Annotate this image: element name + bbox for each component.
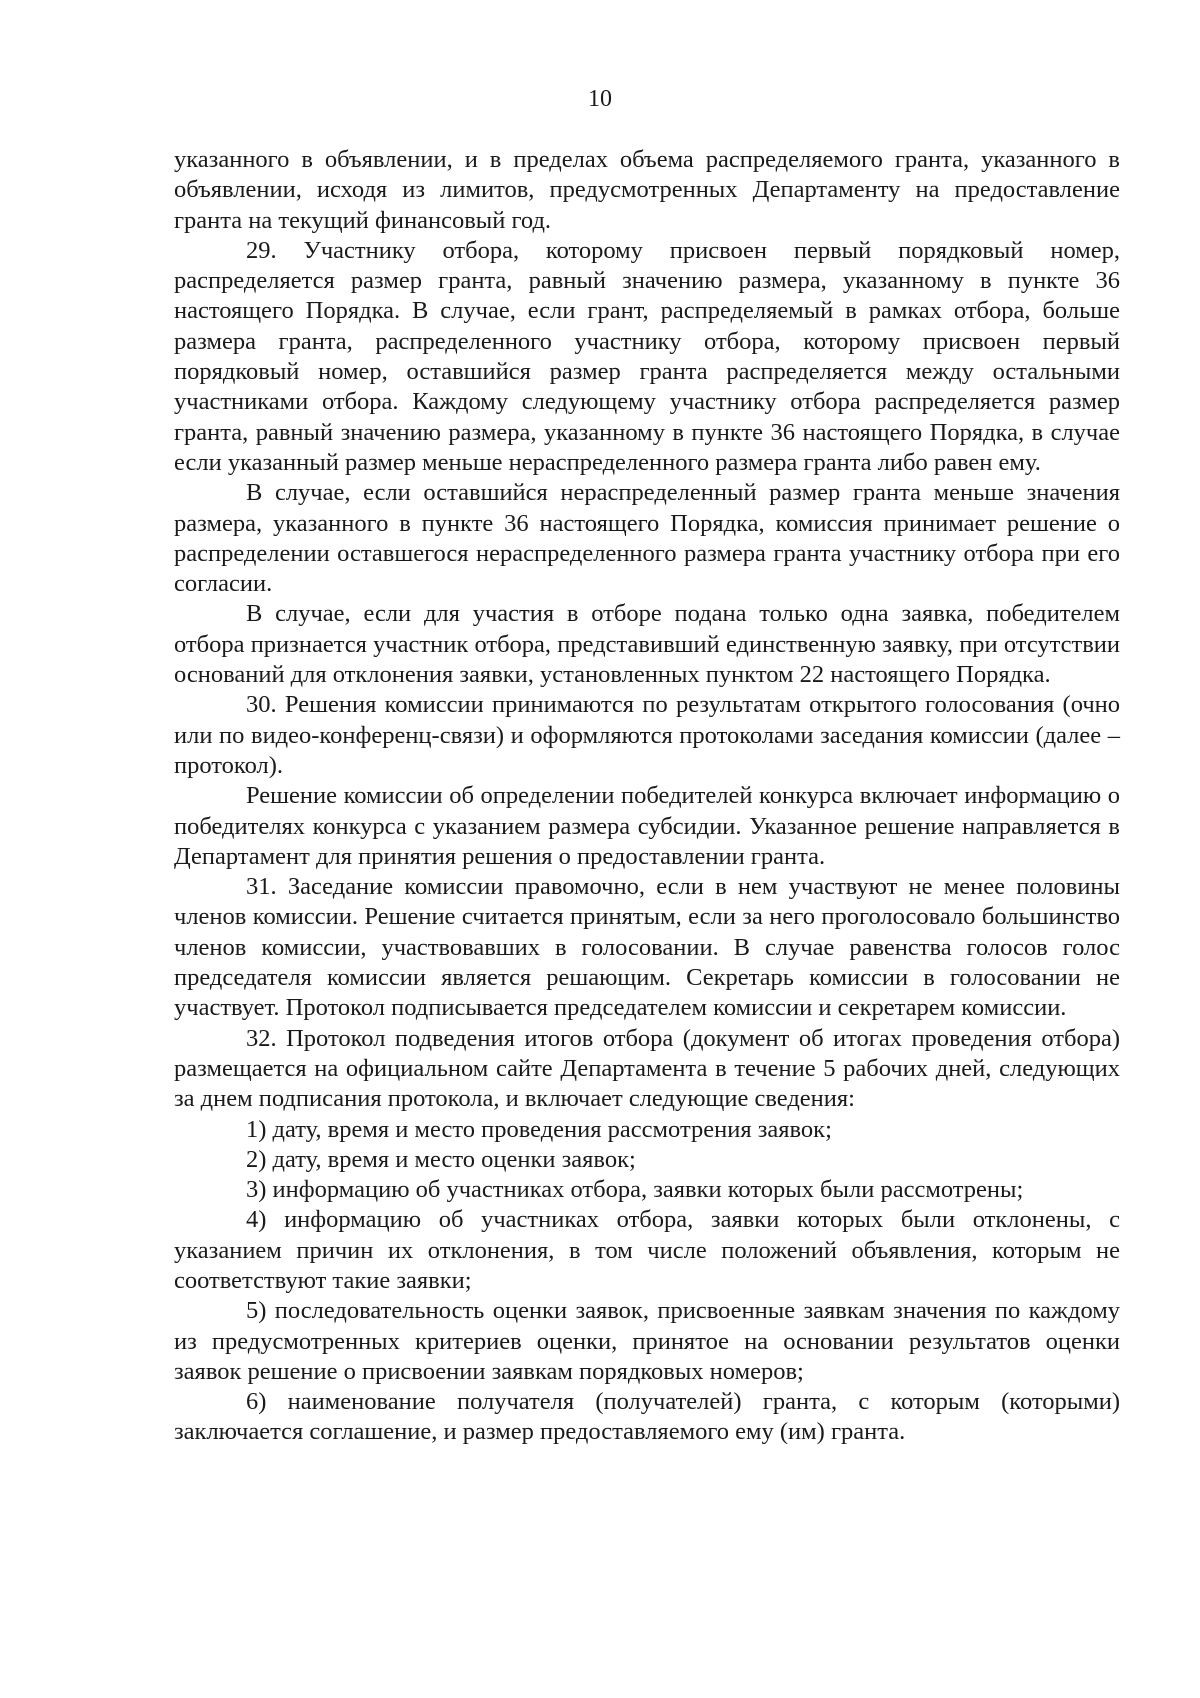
paragraph-continuation: указанного в объявлении, и в пределах объема распределяемого гранта, указанного в объявлении, исходя из лимитов, предусмотренных Департаменту на предоставление гранта на текущий финансовый год. bbox=[174, 146, 1120, 234]
paragraph-item-32: 32. Протокол подведения итогов отбора (документ об итогах проведения отбора) размещается на официальном сайте Департамента в течение 5 рабочих дней, следующих за днем подписания протокола, и включает следующие сведения: bbox=[174, 1024, 1120, 1113]
list-item: 6) наименование получателя (получателей) гранта, с которым (которыми) заключается соглашение, и размер предоставляемого ему (им) гранта. bbox=[174, 1388, 1120, 1446]
paragraph: В случае, если для участия в отборе подана только одна заявка, победителем отбора признается участник отбора, представивший единственную заявку, при отсутствии оснований для отклонения заявки, установленных пунктом 22 настоящего Порядка. bbox=[174, 600, 1120, 689]
paragraph-item-30: 30. Решения комиссии принимаются по результатам открытого голосования (очно или по видео-конференц-связи) и оформляются протоколами заседания комиссии (далее – протокол). bbox=[174, 691, 1120, 779]
paragraph-item-29: 29. Участнику отбора, которому присвоен первый порядковый номер, распределяется размер гранта, равный значению размера, указанному в пункте 36 настоящего Порядка. В случае, если грант, распределяемый в рамках отбора, больше размера гранта, распределенного участнику отбора, которому присвоен первый порядковый номер, оставшийся размер гранта распределяется между остальными участниками отбора. Каждому следующему участнику отбора распределяется размер гранта, равный значению размера, указанному в пункте 36 настоящего Порядка, в случае если указанный размер меньше нераспределенного размера гранта либо равен ему. bbox=[174, 236, 1120, 476]
document-body bbox=[174, 145, 1120, 1448]
list-item: 2) дату, время и место оценки заявок; bbox=[246, 1145, 636, 1173]
list-item: 5) последовательность оценки заявок, присвоенные заявкам значения по каждому из предусмотренных критериев оценки, принятое на основании результатов оценки заявок решение о присвоении заявкам порядковых номеров; bbox=[174, 1297, 1120, 1385]
list-item: 4) информацию об участниках отбора, заявки которых были отклонены, с указанием причин их отклонения, в том числе положений объявления, которым не соответствуют такие заявки; bbox=[174, 1206, 1120, 1294]
page-number: 10 bbox=[588, 86, 612, 112]
list-item: 3) информацию об участниках отбора, заявки которых были рассмотрены; bbox=[246, 1176, 1024, 1204]
paragraph: Решение комиссии об определении победителей конкурса включает информацию о победителях конкурса с указанием размера субсидии. Указанное решение направляется в Департамент для принятия решения о предоставлении гранта. bbox=[174, 782, 1120, 870]
paragraph-item-31: 31. Заседание комиссии правомочно, если в нем участвуют не менее половины членов комиссии. Решение считается принятым, если за него проголосовало большинство членов комиссии, участвовавших в голосовании. В случае равенства голосов голос председателя комиссии является решающим. Секретарь комиссии в голосовании не участвует. Протокол подписывается председателем комиссии и секретарем комиссии. bbox=[174, 873, 1120, 1022]
paragraph: В случае, если оставшийся нераспределенный размер гранта меньше значения размера, указанного в пункте 36 настоящего Порядка, комиссия принимает решение о распределении оставшегося нераспределенного размера гранта участнику отбора при его согласии. bbox=[174, 479, 1120, 598]
list-item: 1) дату, время и место проведения рассмотрения заявок; bbox=[246, 1115, 832, 1143]
